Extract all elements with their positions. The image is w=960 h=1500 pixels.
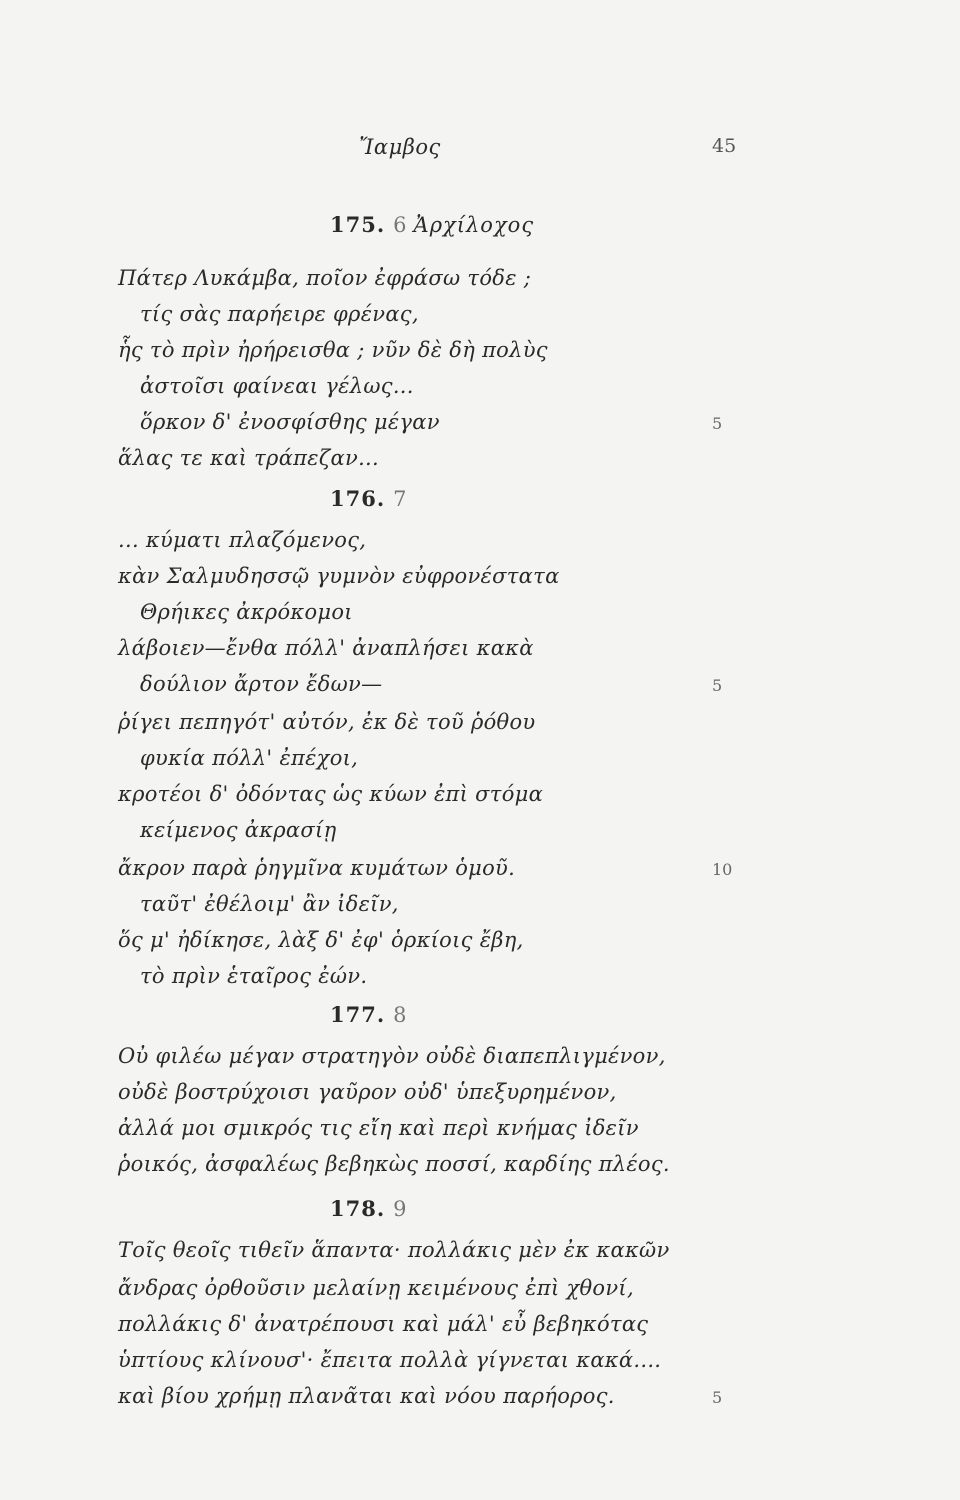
verse-line: ἧς τὸ πρὶν ἠρήρεισθα ; νῦν δὲ δὴ πολὺς [118, 338, 548, 362]
line-number: 10 [712, 860, 733, 879]
line-number: 5 [712, 676, 723, 695]
poem-number: 176. [330, 486, 386, 511]
verse-line: Θρήικες ἀκρόκομοι [140, 600, 353, 624]
verse-line: ἅλας τε καὶ τράπεζαν... [118, 446, 380, 470]
verse-line: φυκία πόλλ' ἐπέχοι, [140, 746, 359, 770]
verse-line: Οὐ φιλέω μέγαν στρατηγὸν οὐδὲ διαπεπλιγμένον, [118, 1044, 666, 1068]
poem-author: Ἀρχίλοχος [413, 213, 535, 237]
verse-line: Τοῖς θεοῖς τιθεῖν ἅπαντα· πολλάκις μὲν ἐκ κακῶν [118, 1238, 670, 1262]
verse-line: ἄνδρας ὀρθοῦσιν μελαίνῃ κειμένους ἐπὶ χθονί, [118, 1276, 634, 1300]
verse-line: Πάτερ Λυκάμβα, ποῖον ἐφράσω τόδε ; [118, 266, 532, 290]
verse-line: οὐδὲ βοστρύχοισι γαῦρον οὐδ' ὑπεξυρημένον, [118, 1080, 617, 1104]
line-number: 5 [712, 414, 723, 433]
verse-line: ὅρκον δ' ἐνοσφίσθης μέγαν [140, 410, 440, 434]
verse-line: πολλάκις δ' ἀνατρέπουσι καὶ μάλ' εὖ βεβηκότας [118, 1312, 649, 1336]
verse-line: ὅς μ' ἠδίκησε, λὰξ δ' ἐφ' ὁρκίοις ἔβη, [118, 928, 524, 952]
verse-line: ῥοικός, ἀσφαλέως βεβηκὼς ποσσί, καρδίης πλέος. [118, 1152, 670, 1176]
poem-heading [330, 1196, 408, 1221]
poem-ref: 9 [393, 1197, 408, 1221]
verse-line: ὑπτίους κλίνουσ'· ἔπειτα πολλὰ γίγνεται κακά.... [118, 1348, 662, 1372]
verse-line: ἄκρον παρὰ ῥηγμῖνα κυμάτων ὁμοῦ. [118, 856, 516, 880]
verse-line: κὰν Σαλμυδησσῷ γυμνὸν εὐφρονέστατα [118, 564, 560, 588]
poem-number: 175. [330, 212, 386, 237]
verse-line: ... κύματι πλαζόμενος, [118, 528, 367, 552]
verse-line: δούλιον ἄρτον ἔδων— [140, 672, 383, 696]
poem-ref: 8 [393, 1003, 408, 1027]
verse-line: ῥίγει πεπηγότ' αὐτόν, ἐκ δὲ τοῦ ῥόθου [118, 710, 536, 734]
verse-line: ἀλλά μοι σμικρός τις εἴη καὶ περὶ κνήμας ἰδεῖν [118, 1116, 639, 1140]
verse-line: τίς σὰς παρήειρε φρένας, [140, 302, 419, 326]
poem-number: 178. [330, 1196, 386, 1221]
page-number: 45 [712, 135, 737, 157]
verse-line: καὶ βίου χρήμῃ πλανᾶται καὶ νόου παρήορος. [118, 1384, 615, 1408]
poem-ref: 6 [393, 213, 408, 237]
verse-line: κείμενος ἀκρασίῃ [140, 818, 337, 842]
poem-heading [330, 486, 408, 511]
poem-heading [330, 212, 534, 237]
verse-line: τὸ πρὶν ἑταῖρος ἐών. [140, 964, 368, 988]
poem-ref: 7 [393, 487, 408, 511]
poem-heading [330, 1002, 408, 1027]
poem-number: 177. [330, 1002, 386, 1027]
verse-line: ταῦτ' ἐθέλοιμ' ἂν ἰδεῖν, [140, 892, 399, 916]
line-number: 5 [712, 1388, 723, 1407]
running-title: Ἴαμβος [359, 135, 441, 159]
verse-line: κροτέοι δ' ὀδόντας ὡς κύων ἐπὶ στόμα [118, 782, 544, 806]
verse-line: λάβοιεν—ἔνθα πόλλ' ἀναπλήσει κακὰ [118, 636, 534, 660]
verse-line: ἀστοῖσι φαίνεαι γέλως... [140, 374, 414, 398]
